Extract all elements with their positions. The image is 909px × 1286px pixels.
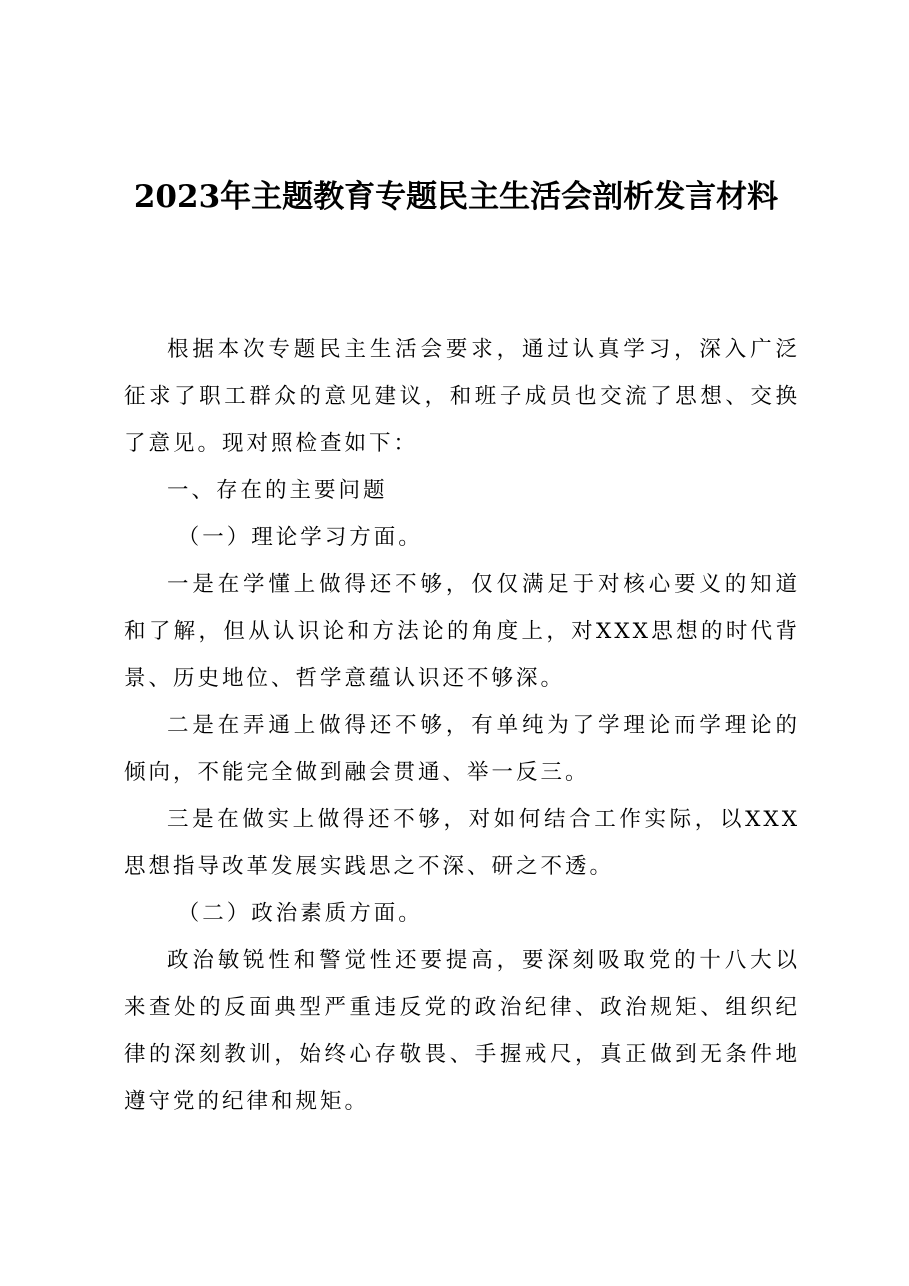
subsection-heading-politics: （二）政治素质方面。 — [177, 901, 423, 926]
paragraph-point-three: 三是在做实上做得还不够，对如何结合工作实际，以XXX思想指导改革发展实践思之不深、研之不透。 — [124, 807, 800, 879]
section-heading-problems: 一、存在的主要问题 — [167, 478, 388, 503]
document-title: 2023年主题教育专题民主生活会剖析发言材料 — [133, 179, 779, 215]
paragraph-intro: 根据本次专题民主生活会要求，通过认真学习，深入广泛征求了职工群众的意见建议，和班子成员也交流了思想、交换了意见。现对照检查如下： — [124, 337, 800, 456]
paragraph-point-one: 一是在学懂上做得还不够，仅仅满足于对核心要义的知道和了解，但从认识论和方法论的角度上，对XXX思想的时代背景、历史地位、哲学意蕴认识还不够深。 — [124, 572, 800, 691]
paragraph-politics: 政治敏锐性和警觉性还要提高，要深刻吸取党的十八大以来查处的反面典型严重违反党的政治纪律、政治规矩、组织纪律的深刻教训，始终心存敬畏、手握戒尺，真正做到无条件地遵守党的纪律和规矩。 — [124, 948, 800, 1114]
document-body — [124, 326, 800, 1125]
subsection-heading-theory: （一）理论学习方面。 — [177, 525, 423, 550]
paragraph-point-two: 二是在弄通上做得还不够，有单纯为了学理论而学理论的倾向，不能完全做到融会贯通、举一反三。 — [124, 713, 800, 785]
